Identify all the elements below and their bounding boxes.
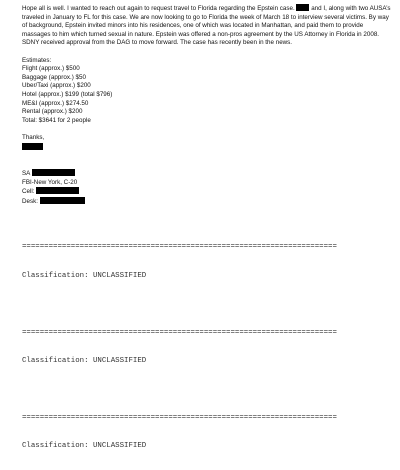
closing-text: Thanks, [22,133,45,141]
classification-block [22,310,392,385]
classification-rule: ======================================================================= [22,328,337,337]
estimate-item: Rental (approx.) $200 [22,108,83,116]
email-body [22,4,392,470]
estimate-item: ME&I (approx.) $274.50 [22,99,89,107]
signature-block [22,169,392,206]
signature-office: FBI-New York, C-20 [22,178,78,186]
redaction-bar [40,197,85,204]
estimate-item: Flight (approx.) $500 [22,65,80,73]
classification-rule: ======================================================================= [22,413,337,422]
classification-block [22,224,392,299]
estimate-item: Hotel (approx.) $199 (total $796) [22,90,113,98]
message-paragraph: Hope all is well. I wanted to reach out again to request travel to Florida regarding the Epstein case. and I, along with two AUSA’s traveled in January to FL for this case. We are now looking to go to Florida the week of March 18 to interview several victims. By way of background, Epstein invited minors into his residences, one of which was located in Manhattan, and paid them to provide massages to him which turned sexual in nature. Epstein was offered a non-pros agreement by the US Attorney in Florida in 2008. SDNY received approval from the DAG to move forward. The case has recently been in the news. [22,5,391,47]
signature-cell-label: Cell: [22,188,37,196]
redaction-bar [32,169,75,176]
closing-section [22,134,392,152]
estimate-total: Total: $3641 for 2 people [22,116,91,124]
classification-label: Classification: UNCLASSIFIED [22,271,147,280]
estimate-item: Baggage (approx.) $50 [22,73,86,81]
estimate-item: Uber/Taxi (approx.) $200 [22,82,91,90]
redaction-bar [296,4,309,11]
classification-label: Classification: UNCLASSIFIED [22,442,147,450]
signature-desk-label: Desk: [22,197,40,205]
redaction-bar [22,143,43,150]
estimates-section [22,57,392,126]
signature-sa-label: SA [22,170,32,178]
classification-label: Classification: UNCLASSIFIED [22,356,147,365]
classification-rule: ======================================================================= [22,243,337,252]
classification-block [22,395,392,470]
redaction-bar [36,187,79,194]
estimates-title: Estimates: [22,56,52,64]
